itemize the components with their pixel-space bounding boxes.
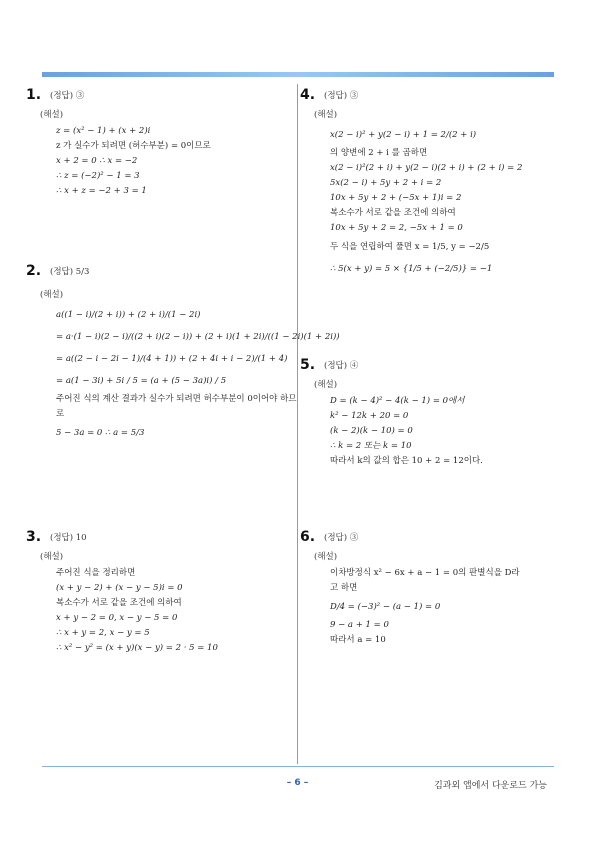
solution-line: a((1 − i)/(2 + i)) + (2 + i)/(1 − 2i)	[56, 310, 201, 320]
solution-line: 5x(2 − i) + 5y + 2 + i = 2	[330, 178, 442, 188]
explanation-label: (해설)	[40, 552, 64, 562]
solution-line: = a(1 − 3i) + 5i / 5 = (a + (5 − 3a)i) / 5	[56, 376, 227, 386]
solution-line: = a·(1 − i)(2 − i)/((2 + i)(2 − i)) + (2 + i)(1 + 2i)/((1 − 2i)(1 + 2i))	[56, 332, 340, 342]
solution-line: ∴ x + z = −2 + 3 = 1	[56, 186, 147, 196]
solution-line: 10x + 5y + 2 = 2, −5x + 1 = 0	[330, 223, 463, 233]
solution-line: 복소수가 서로 같을 조건에 의하여	[56, 598, 182, 608]
solution-line: z = (x² − 1) + (x + 2)i	[56, 126, 151, 136]
answer: (정답) ③	[324, 91, 359, 101]
solution-line: (k − 2)(k − 10) = 0	[330, 426, 413, 436]
solution-line: 따라서 a = 10	[330, 635, 386, 645]
solution-line: 복소수가 서로 같을 조건에 의하여	[330, 208, 456, 218]
answer: (정답) 5/3	[50, 267, 90, 277]
explanation-label: (해설)	[40, 110, 64, 120]
problem-5	[300, 356, 483, 469]
solution-line: ∴ k = 2 또는 k = 10	[330, 441, 412, 451]
explanation-label: (해설)	[314, 552, 338, 562]
problem-4	[300, 86, 522, 280]
problem-number: 3.	[26, 529, 42, 545]
solution-line: x(2 − i)² + y(2 − i) + 1 = 2/(2 + i)	[330, 130, 477, 140]
solution-line: z 가 실수가 되려면 (허수부분) = 0이므로	[56, 141, 211, 151]
explanation-label: (해설)	[40, 290, 64, 300]
explanation-label: (해설)	[314, 110, 338, 120]
solution-line: ∴ 5(x + y) = 5 × {1/5 + (−2/5)} = −1	[330, 264, 493, 274]
problem-number: 4.	[300, 87, 316, 103]
solution-line: 두 식을 연립하여 풀면 x = 1/5, y = −2/5	[330, 242, 490, 252]
solution-line: 주어진 식을 정리하면	[56, 568, 136, 578]
solution-line: 로	[56, 409, 65, 419]
solution-line: k² − 12k + 20 = 0	[330, 411, 409, 421]
solution-line: 10x + 5y + 2 + (−5x + 1)i = 2	[330, 193, 462, 203]
solution-line: 의 양변에 2 + i 를 곱하면	[330, 148, 428, 158]
solution-line: ∴ x² − y² = (x + y)(x − y) = 2 · 5 = 10	[56, 643, 218, 653]
solution-line: x + y − 2 = 0, x − y − 5 = 0	[56, 613, 178, 623]
solution-line: 따라서 k의 값의 합은 10 + 2 = 12이다.	[330, 456, 483, 466]
problem-3	[26, 528, 218, 656]
problem-number: 1.	[26, 87, 42, 103]
solution-line: x + 2 = 0 ∴ x = −2	[56, 156, 138, 166]
answer: (정답) ③	[50, 91, 85, 101]
problem-number: 5.	[300, 357, 316, 373]
solution-line: 고 하면	[330, 583, 358, 593]
problem-1	[26, 86, 211, 199]
solution-line: 주어진 식의 계산 결과가 실수가 되려면 허수부분이 0이어야 하므	[56, 394, 297, 404]
solution-line: = a((2 − i − 2i − 1)/(4 + 1)) + (2 + 4i + i − 2)/(1 + 4)	[56, 354, 288, 364]
solution-line: ∴ x + y = 2, x − y = 5	[56, 628, 150, 638]
solution-line: D = (k − 4)² − 4(k − 1) = 0에서	[330, 396, 465, 406]
footer-line	[42, 766, 554, 767]
solution-line: 5 − 3a = 0 ∴ a = 5/3	[56, 428, 145, 438]
answer: (정답) ③	[324, 533, 359, 543]
page-number: – 6 –	[286, 778, 309, 788]
problem-number: 6.	[300, 529, 316, 545]
solution-line: 9 − a + 1 = 0	[330, 620, 389, 630]
solution-line: D/4 = (−3)² − (a − 1) = 0	[330, 602, 441, 612]
top-accent-bar	[42, 72, 554, 77]
solution-line: ∴ z = (−2)² − 1 = 3	[56, 171, 140, 181]
solution-line: 이차방정식 x² − 6x + a − 1 = 0의 판별식을 D라	[330, 568, 520, 578]
problem-6	[300, 528, 520, 648]
solution-line: x(2 − i)²(2 + i) + y(2 − i)(2 + i) + (2 + i) = 2	[330, 163, 523, 173]
footer-source: 김과외 앱에서 다운로드 가능	[434, 781, 547, 791]
problem-2	[26, 262, 340, 444]
solution-line: (x + y − 2) + (x − y − 5)i = 0	[56, 583, 183, 593]
answer: (정답) 10	[50, 533, 87, 543]
problem-number: 2.	[26, 263, 42, 279]
explanation-label: (해설)	[314, 380, 338, 390]
answer: (정답) ④	[324, 361, 359, 371]
